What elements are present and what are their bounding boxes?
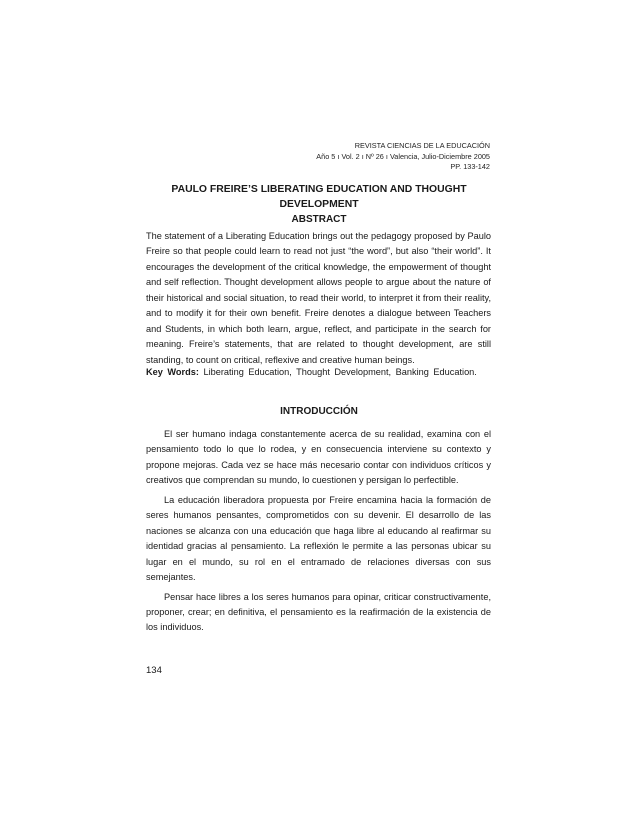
journal-issue: Año 5 ı Vol. 2 ı Nº 26 ı Valencia, Julio-Diciembre 2005	[316, 151, 490, 161]
abstract-heading: ABSTRACT	[291, 214, 347, 225]
journal-name: REVISTA CIENCIAS DE LA EDUCACIÓN	[354, 141, 490, 150]
introduction-body	[146, 427, 491, 640]
paragraph: El ser humano indaga constantemente acerca de su realidad, examina con el pensamiento todo lo que lo rodea, y en consecuencia interviene su contexto y propone mejoras. Cada vez se hace más necesario contar con individuos críticos y creativos que comprendan su mundo, lo cuestionen y persigan lo perfectible.	[146, 429, 491, 486]
keywords-text: Liberating Education, Thought Development, Banking Education.	[203, 367, 477, 377]
journal-header	[316, 141, 490, 173]
abstract-text: The statement of a Liberating Education brings out the pedagogy proposed by Paulo Freire so that people could learn to read not just “the word”, but also “their world”. It encourages the development of the critical knowledge, the empowerment of thought and self reflection. Thought development allows people to argue about the nature of their historical and social situation, to read their world, to interpret it from their reality, and to modify it for their own benefit. Freire denotes a dialogue between Teachers and Students, in which both learn, argue, reflect, and participate in the search for meaning. Freire’s statements, that are related to thought development, are still standing, to count on critical, reflexive and creative human beings.	[146, 231, 491, 365]
keywords	[146, 365, 491, 381]
paragraph: Pensar hace libres a los seres humanos para opinar, criticar constructivamente, proponer, crear; en definitiva, el pensamiento es la reafirmación de la existencia de los individuos.	[146, 591, 491, 633]
journal-pages: PP. 133-142	[450, 162, 490, 171]
page-number: 134	[146, 665, 162, 676]
introduction-heading: INTRODUCCIÓN	[280, 406, 358, 417]
article-title: PAULO FREIRE’S LIBERATING EDUCATION AND THOUGHT DEVELOPMENT	[171, 184, 467, 210]
paragraph: La educación liberadora propuesta por Freire encamina hacia la formación de seres humanos pensantes, comprometidos con su devenir. El desarrollo de las naciones se alcanza con una educación que haga libre al educando al reafirmar su identidad gracias al pensamiento. La reflexión le permite a las personas ubicar su lugar en el mundo, su rol en el entramado de relaciones diversas con sus semejantes.	[146, 494, 491, 583]
keywords-label: Key Words:	[146, 367, 199, 377]
